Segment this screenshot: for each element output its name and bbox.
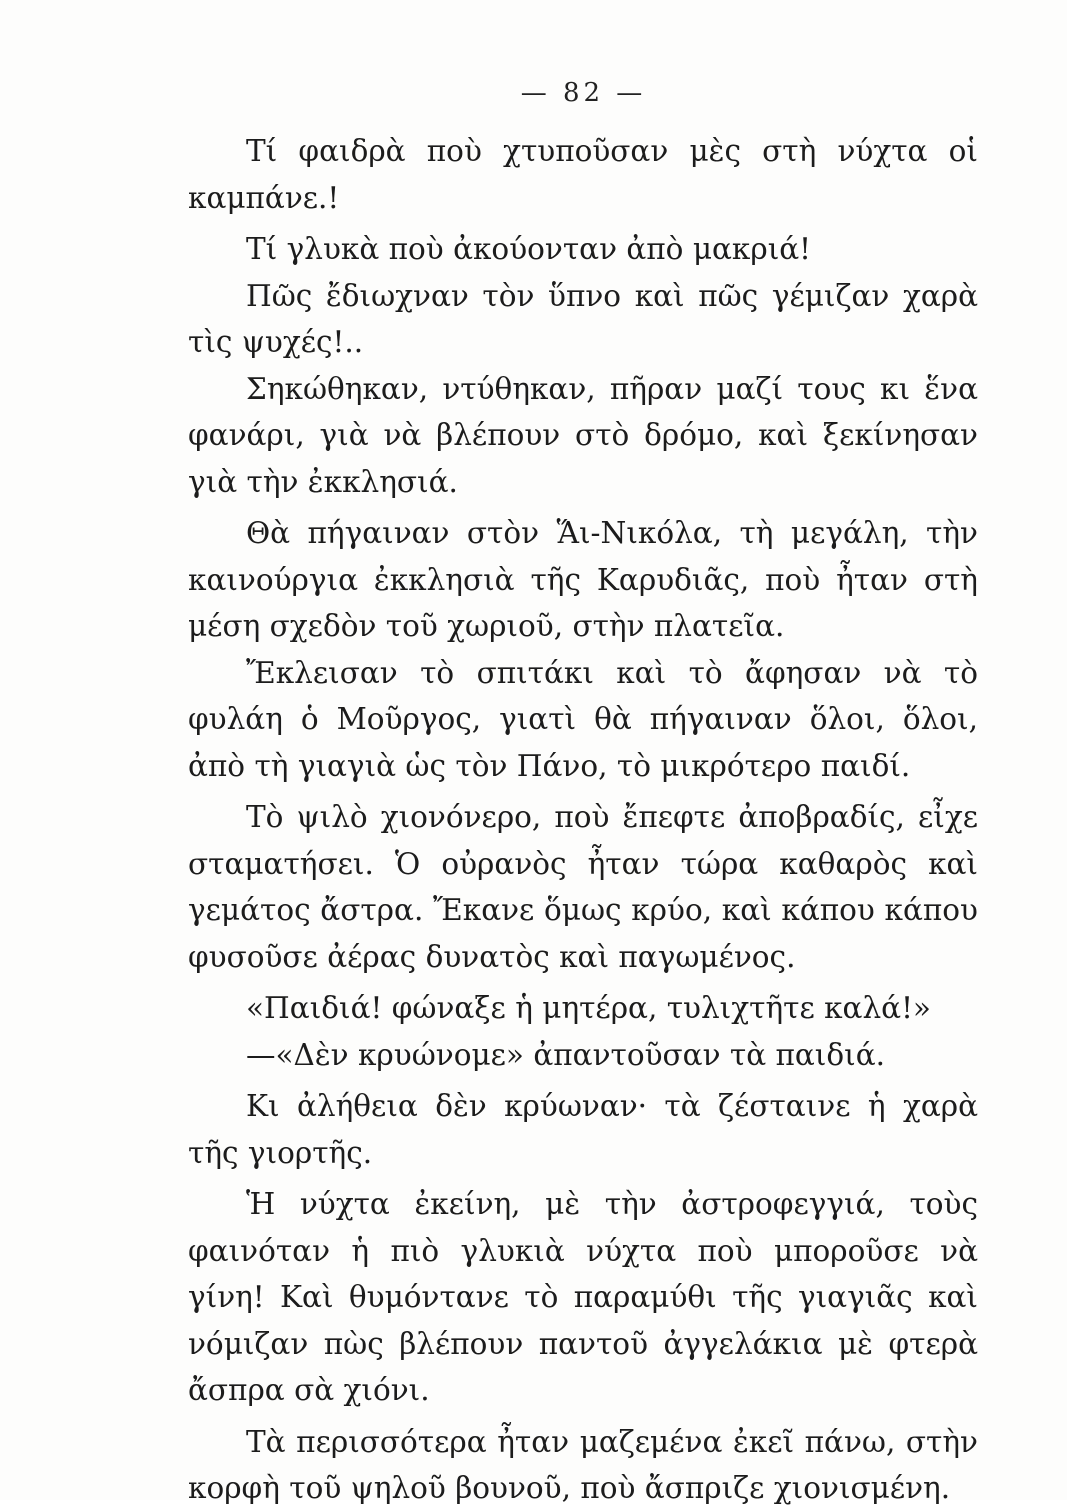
paragraph: Τί γλυκὰ ποὺ ἀκούονταν ἀπὸ μακριά! <box>246 232 812 266</box>
page-number: — 82 — <box>520 78 647 108</box>
paragraph: Κι ἀλήθεια δὲν κρύωναν· τὰ ζέσταινε ἡ χαρὰ τῆς γιορτῆς. <box>188 1089 978 1170</box>
paragraph: Πῶς ἔδιωχναν τὸν ὕπνο καὶ πῶς γέμιζαν χαρὰ τὶς ψυχές!.. <box>188 278 978 359</box>
paragraph: Ἔκλεισαν τὸ σπιτάκι καὶ τὸ ἄφησαν νὰ τὸ φυλάη ὁ Μοῦργος, γιατὶ θὰ πήγαιναν ὅλοι, ὅλοι, ἀπὸ τὴ γιαγιὰ ὡς τὸν Πάνο, τὸ μικρότερο παιδί. <box>188 655 978 783</box>
paragraph: Τὰ περισσότερα ἦταν μαζεμένα ἐκεῖ πάνω, στὴν κορφὴ τοῦ ψηλοῦ βουνοῦ, ποὺ ἄσπριζε χιονισμένη. <box>188 1424 978 1505</box>
paragraph: Θὰ πήγαιναν στὸν Ἅι-Νικόλα, τὴ μεγάλη, τὴν καινούργια ἐκκλησιὰ τῆς Καρυδιᾶς, ποὺ ἦταν στὴ μέση σχεδὸν τοῦ χωριοῦ, στὴν πλατεῖα. <box>188 516 978 643</box>
paragraph: Τὸ ψιλὸ χιονόνερο, ποὺ ἔπεφτε ἀποβραδίς, εἶχε σταματήσει. Ὁ οὐρανὸς ἦταν τώρα καθαρὸς καὶ γεμάτος ἄστρα. Ἔκανε ὅμως κρύο, καὶ κάπου κάπου φυσοῦσε ἀέρας δυνατὸς καὶ παγωμένος. <box>188 800 978 974</box>
paragraph: Ἡ νύχτα ἐκείνη, μὲ τὴν ἀστροφεγγιά, τοὺς φαινόταν ἡ πιὸ γλυκιὰ νύχτα ποὺ μποροῦσε νὰ γίνη! Καὶ θυμόντανε τὸ παραμύθι τῆς γιαγιᾶς καὶ νόμιζαν πὼς βλέπουν παντοῦ ἀγγελάκια μὲ φτερὰ ἄσπρα σὰ χιόνι. <box>188 1187 978 1407</box>
paragraph: Σηκώθηκαν, ντύθηκαν, πῆραν μαζί τους κι ἕνα φανάρι, γιὰ νὰ βλέπουν στὸ δρόμο, καὶ ξεκίνησαν γιὰ τὴν ἐκκλησιά. <box>188 371 978 499</box>
body-text <box>188 128 978 1512</box>
paragraph: Τί φαιδρὰ ποὺ χτυποῦσαν μὲς στὴ νύχτα οἱ καμπάνε.! <box>188 134 978 215</box>
paragraph: —«Δὲν κρυώνομε» ἀπαντοῦσαν τὰ παιδιά. <box>246 1037 886 1072</box>
paragraph: «Παιδιά! φώναξε ἡ μητέρα, τυλιχτῆτε καλά!» <box>246 991 931 1025</box>
